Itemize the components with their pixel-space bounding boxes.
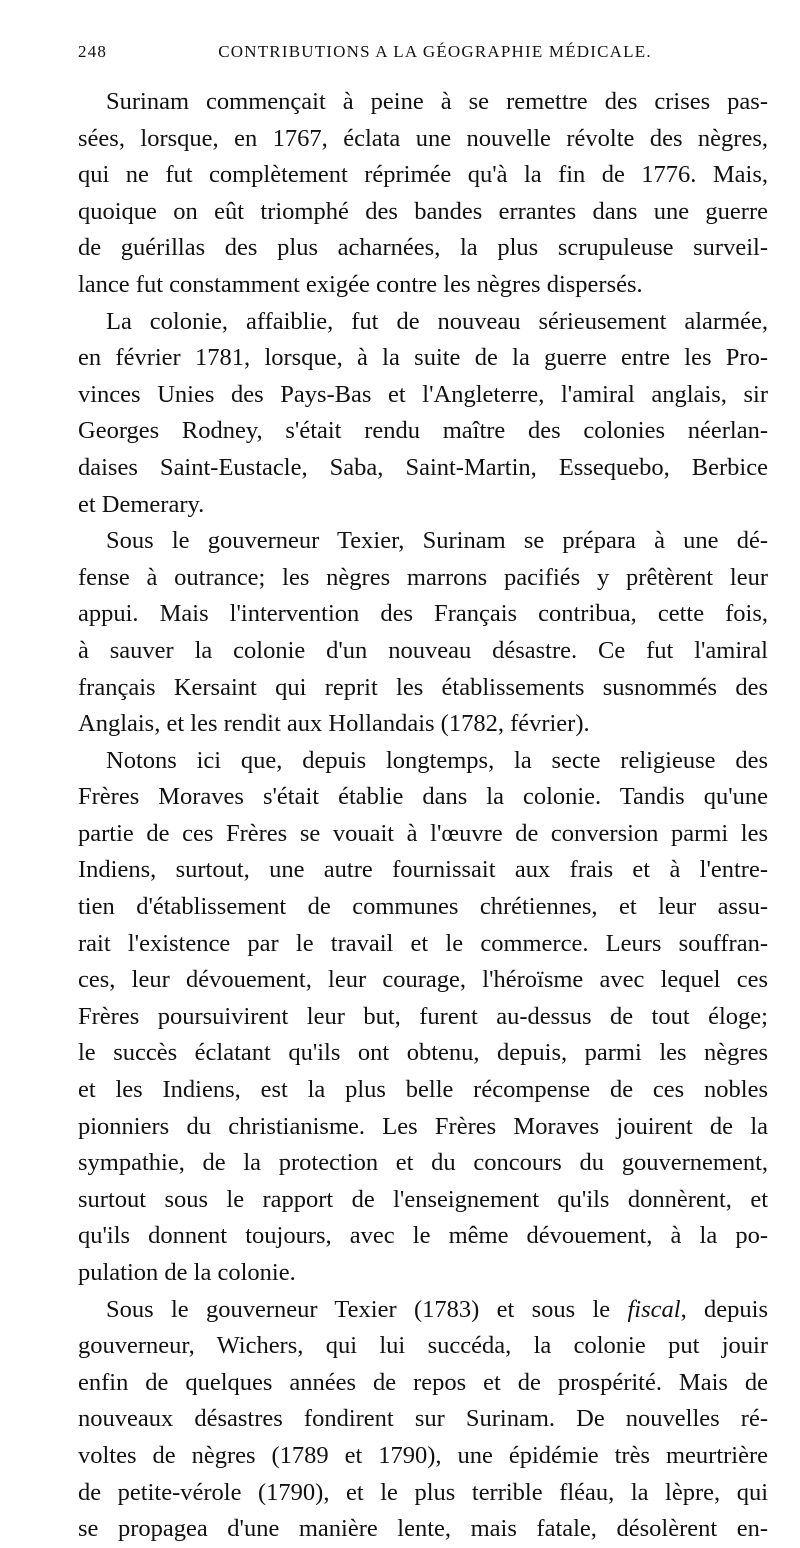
text-fragment: Sous le gouverneur Texier (1783) et sous le — [106, 1295, 628, 1323]
text-line: lance fut constamment exigée contre les nègres dispersés. — [78, 270, 643, 298]
text-line: partie de ces Frères se vouait à l'œuvre de conversion parmi les — [78, 819, 768, 847]
text-line: en février 1781, lorsque, à la suite de la guerre entre les Pro- — [78, 344, 768, 372]
text-line: La colonie, affaiblie, fut de nouveau sérieusement alarmée, — [106, 307, 768, 335]
text-line: de guérillas des plus acharnées, la plus scrupuleuse surveil- — [78, 234, 768, 262]
text-line: Surinam commençait à peine à se remettre des crises pas- — [106, 88, 768, 115]
text-line: Indiens, surtout, une autre fournissait aux frais et à l'entre- — [78, 856, 768, 884]
page-number: 248 — [78, 42, 108, 61]
page-header — [78, 42, 768, 76]
text-line: sées, lorsque, en 1767, éclata une nouvelle révolte des nègres, — [78, 124, 768, 152]
text-line: quoique on eût triomphé des bandes errantes dans une guerre — [78, 197, 768, 225]
text-line: Frères poursuivirent leur but, furent au-dessus de tout éloge; — [78, 1002, 768, 1030]
text-line: Sous le gouverneur Texier, Surinam se prépara à une dé- — [106, 527, 768, 555]
text-line: et Demerary. — [78, 490, 205, 518]
text-line — [78, 1292, 768, 1329]
text-line: et les Indiens, est la plus belle récompense de ces nobles — [78, 1076, 768, 1104]
text-line: ces, leur dévouement, leur courage, l'héroïsme avec lequel ces — [78, 966, 768, 994]
body-text — [78, 84, 768, 1548]
text-line: fense à outrance; les nègres marrons pacifiés y prêtèrent leur — [78, 563, 768, 591]
text-fragment: , depuis — [680, 1295, 769, 1323]
text-line: qui ne fut complètement réprimée qu'à la fin de 1776. Mais, — [78, 161, 768, 189]
text-line: rait l'existence par le travail et le commerce. Leurs souffran- — [78, 929, 768, 957]
text-line: qu'ils donnent toujours, avec le même dévouement, à la po- — [78, 1222, 768, 1250]
text-line: tien d'établissement de communes chrétiennes, et leur assu- — [78, 893, 768, 921]
text-line: gouverneur, Wichers, qui lui succéda, la colonie put jouir — [78, 1332, 768, 1360]
text-line: nouveaux désastres fondirent sur Surinam. De nouvelles ré- — [78, 1405, 768, 1433]
text-line: Notons ici que, depuis longtemps, la secte religieuse des — [106, 746, 768, 774]
text-line: sympathie, de la protection et du concours du gouvernement, — [78, 1149, 768, 1177]
text-line: Frères Moraves s'était établie dans la colonie. Tandis qu'une — [78, 783, 768, 811]
text-line: enfin de quelques années de repos et de prospérité. Mais de — [78, 1368, 768, 1396]
text-line: français Kersaint qui reprit les établissements susnommés des — [78, 673, 768, 701]
text-line: à sauver la colonie d'un nouveau désastre. Ce fut l'amiral — [78, 636, 768, 664]
running-title: CONTRIBUTIONS A LA GÉOGRAPHIE MÉDICALE. — [218, 42, 652, 61]
text-line: Georges Rodney, s'était rendu maître des colonies néerlan- — [78, 417, 768, 445]
text-line: le succès éclatant qu'ils ont obtenu, depuis, parmi les nègres — [78, 1039, 768, 1067]
text-line: vinces Unies des Pays-Bas et l'Angleterre, l'amiral anglais, sir — [78, 380, 768, 408]
text-line: surtout sous le rapport de l'enseignement qu'ils donnèrent, et — [78, 1185, 768, 1213]
text-line: Anglais, et les rendit aux Hollandais (1782, février). — [78, 710, 590, 738]
text-line: de petite-vérole (1790), et le plus terrible fléau, la lèpre, qui — [78, 1478, 768, 1506]
text-line: pulation de la colonie. — [78, 1259, 296, 1286]
text-line: pionniers du christianisme. Les Frères Moraves jouirent de la — [78, 1112, 768, 1140]
italic-term: fiscal — [627, 1295, 681, 1323]
text-line: voltes de nègres (1789 et 1790), une épidémie très meurtrière — [78, 1441, 768, 1469]
text-line: daises Saint-Eustacle, Saba, Saint-Martin, Essequebo, Berbice — [78, 453, 768, 481]
text-line: se propagea d'une manière lente, mais fatale, désolèrent en- — [78, 1515, 768, 1543]
text-line: appui. Mais l'intervention des Français contribua, cette fois, — [78, 600, 768, 628]
